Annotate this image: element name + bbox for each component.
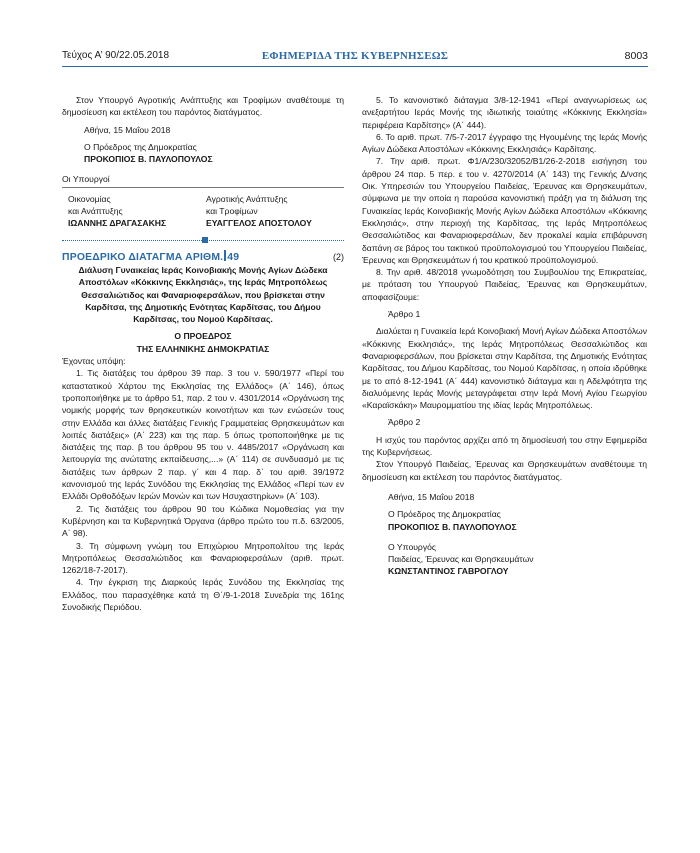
- page-header: [62, 50, 648, 66]
- minister-name: ΚΩΝΣΤΑΝΤΙΝΟΣ ΓΑΒΡΟΓΛΟΥ: [388, 566, 509, 577]
- date-line: Αθήνα, 15 Μαΐου 2018: [388, 491, 475, 502]
- gazette-title: ΕΦΗΜΕΡΙΔΑ ΤΗΣ ΚΥΒΕΡΝΗΣΕΩΣ: [261, 50, 449, 62]
- having-regard: Έχοντας υπόψη:: [62, 356, 126, 367]
- consideration-item: 1. Τις διατάξεις του άρθρου 39 παρ. 3 του ν. 590/1977 «Περί του καταστατικού Χάρτου της Εκκλησίας της Ελλάδος» (Α΄ 146), όπως τροποποιήθηκε με το άρθρο 51, παρ. 2 του ν. 4301/2014 «Οργάνωση της νομικής μορφής των θρησκευτικών κοινοτήτων και των ενώσεών τους στην Ελλάδα και άλλες διατάξεις Γενικής Γραμματείας Θρησκευμάτων και λοιπές διατάξεις» (Α΄ 223) και της παρ. 5 όπως τροποποιήθηκε με τις διατάξεις της παρ. β του άρθρου 95 του ν. 4485/2017 «Οργάνωση και λειτουργία της ανώτατης εκπαίδευσης,...» (Α΄ 114) σε συνδυασμό με τις διατάξεις των άρθρων 2 παρ. γ΄ και 4 παρ. δ΄ του αριθ. 39/1972 κανονισμού της Ιεράς Συνόδου της Εκκλησίας της Ελλάδος «Περί των εν Ελλάδι Ορθοδόξων Ιερών Μονών και των Ησυχαστηρίων» (Α΄ 103).: [62, 368, 344, 502]
- decree-title: ΠΡΟΕΔΡΙΚΟ ΔΙΑΤΑΓΜΑ ΑΡΙΘΜ.: [62, 251, 224, 263]
- article2-heading: Άρθρο 2: [388, 417, 421, 428]
- header-rule: [62, 66, 648, 67]
- closing-paragraph: Στον Υπουργό Παιδείας, Έρευνας και Θρησκευμάτων αναθέτουμε τη δημοσίευση και εκτέλεση του παρόντος διατάγματος.: [362, 459, 647, 482]
- minister2-role: Αγροτικής Ανάπτυξης: [206, 193, 288, 204]
- consideration-item: 3. Τη σύμφωνη γνώμη του Επιχώριου Μητροπολίτου της Ιεράς Μητροπόλεως Θεσσαλιώτιδος και Φαναριοφερσάλων (αριθ. πρωτ. 1262/18-7-2017).: [62, 540, 344, 576]
- page-number: 8003: [624, 50, 648, 62]
- section-divider: [62, 234, 344, 246]
- president-heading: Ο ΠΡΟΕΔΡΟΣ: [174, 331, 232, 342]
- minister-signatures: [62, 193, 344, 230]
- article2-text: Η ισχύς του παρόντος αρχίζει από τη δημοσίευσή του στην Εφημερίδα της Κυβερνήσεως.: [362, 434, 647, 458]
- issue-label: Τεύχος Α’ 90/22.05.2018: [62, 50, 170, 61]
- decree-ref: (2): [333, 251, 344, 262]
- right-column: [362, 94, 647, 578]
- article1-heading: Άρθρο 1: [388, 309, 421, 320]
- president-role: Ο Πρόεδρος της Δημοκρατίας: [388, 509, 501, 520]
- consideration-item: 8. Την αριθ. 48/2018 γνωμοδότηση του Συμβουλίου της Επικρατείας, με πρόταση του Υπουργού Παιδείας, Έρευνας και Θρησκευμάτων, αποφασίζουμε:: [362, 267, 647, 302]
- text-cursor-icon: [224, 250, 226, 261]
- minister-dept: Παιδείας, Έρευνας και Θρησκευμάτων: [388, 554, 534, 565]
- minister2-role-cont: και Τροφίμων: [206, 206, 258, 217]
- minister2-name: ΕΥΑΓΓΕΛΟΣ ΑΠΟΣΤΟΛΟΥ: [206, 218, 312, 229]
- president-name: ΠΡΟΚΟΠΙΟΣ Β. ΠΑΥΛΟΠΟΥΛΟΣ: [388, 521, 517, 532]
- date-line: Αθήνα, 15 Μαΐου 2018: [84, 124, 171, 135]
- consideration-item: 2. Τις διατάξεις του άρθρου 90 του Κώδικα Νομοθεσίας για την Κυβέρνηση και τα Κυβερνητικά Όργανα (άρθρο πρώτο του π.δ. 63/2005, Α΄ 98).: [62, 503, 344, 539]
- minister1-role: Οικονομίας: [68, 193, 111, 204]
- president-heading-cont: ΤΗΣ ΕΛΛΗΝΙΚΗΣ ΔΗΜΟΚΡΑΤΙΑΣ: [136, 343, 270, 354]
- ministers-heading: Οι Υπουργοί: [62, 173, 344, 187]
- minister1-name: ΙΩΑΝΝΗΣ ΔΡΑΓΑΣΑΚΗΣ: [68, 218, 167, 229]
- consideration-item: 5. Το κανονιστικό διάταγμα 3/8-12-1941 «Περί αναγνωρίσεως ως ανεξαρτήτου Ιεράς Μονής της ιδιωτικής τοιαύτης «Κόκκινης Εκκλησία» περιφέρεια Καρδίτσης» (Α΄ 444).: [362, 95, 647, 130]
- left-column: [62, 94, 344, 613]
- decree-heading: [62, 250, 344, 264]
- decree-subject: Διάλυση Γυναικείας Ιεράς Κοινοβιακής Μονής Αγίων Δώδεκα Αποστόλων «Κόκκινης Εκκλησιάς», της Ιεράς Μητροπόλεως Θεσσαλιώτιδος και Φαναριοφερσάλων, που βρίσκεται στην Καρδίτσα, της Δημοτικής Ενότητας Καρδίτσας, του Δήμου Καρδίτσας, του Νομού Καρδίτσας.: [78, 264, 328, 325]
- decree-number: 49: [227, 251, 240, 263]
- president-name: ΠΡΟΚΟΠΙΟΣ Β. ΠΑΥΛΟΠΟΥΛΟΣ: [84, 154, 213, 165]
- article1-text: Διαλύεται η Γυναικεία Ιερά Κοινοβιακή Μονή Αγίων Δώδεκα Αποστόλων «Κόκκινης Εκκλησιάς», της Ιεράς Μητροπόλεως Θεσσαλιώτιδος και Φαναριοφερσάλων, που βρίσκεται στην Καρδίτσα, της Δημοτικής Ενότητας Καρδίτσας, του Δήμου Καρδίτσας, του Νομού Καρδίτσας, η οποία ιδρύθηκε με το από 8-12-1941 (Α΄ 444) κανονιστικό διάταγμα και η Αδελφότητα της διαλυόμενης Ιεράς Μονής μεταγράφεται στην Ιερά Μονή Αγίου Γεωργίου «Καραϊσκάκη» Μαυρομματίου της ιδίας Ιεράς Μητροπόλεως.: [362, 326, 647, 411]
- consideration-item: 7. Την αριθ. πρωτ. Φ1/Α/230/32052/Β1/26-2-2018 εισήγηση του άρθρου 24 παρ. 5 περ. ε του ν. 4270/2014 (Α΄ 143) της Γενικής Δ/νσης Οικ. Υπηρεσιών του Υπουργείου Παιδείας, Έρευνας και Θρησκευμάτων, σύμφωνα με την οποία η παρούσα κανονιστική πράξη για τη διάλυση της Γυναικείας Ιεράς Κοινοβιακής Μονής Αγίων Δώδεκα Αποστόλων «Κόκκινης Εκκλησιάς», στην περιοχή της Καρδίτσας, της Ιεράς Μητροπόλεως Θεσσαλιώτιδος και Φαναριοφερσάλων, δεν προκαλεί καμία επιβάρυνση δαπάνη σε βάρος του τακτικού προϋπολογισμού του Υπουργείου Παιδείας, Έρευνας και Θρησκευμάτων ή του κρατικού προϋπολογισμού.: [362, 156, 647, 265]
- intro-paragraph: Στον Υπουργό Αγροτικής Ανάπτυξης και Τροφίμων αναθέτουμε τη δημοσίευση και εκτέλεση του παρόντος διατάγματος.: [62, 95, 344, 118]
- president-role: Ο Πρόεδρος της Δημοκρατίας: [84, 141, 197, 152]
- consideration-item: 6. Το αριθ. πρωτ. 7/5-7-2017 έγγραφο της Ηγουμένης της Ιεράς Μονής Αγίων Δώδεκα Αποστόλων «Κόκκινης Εκκλησιάς» Καρδίτσης.: [362, 131, 647, 155]
- minister1-role-cont: και Ανάπτυξης: [68, 206, 123, 217]
- consideration-item: 4. Την έγκριση της Διαρκούς Ιεράς Συνόδου της Εκκλησίας της Ελλάδος, που παρασχέθηκε κατά τη Θ΄/9-1-2018 Συνεδρία της 161ης Συνοδικής Περιόδου.: [62, 577, 344, 612]
- minister-role: Ο Υπουργός: [388, 541, 437, 552]
